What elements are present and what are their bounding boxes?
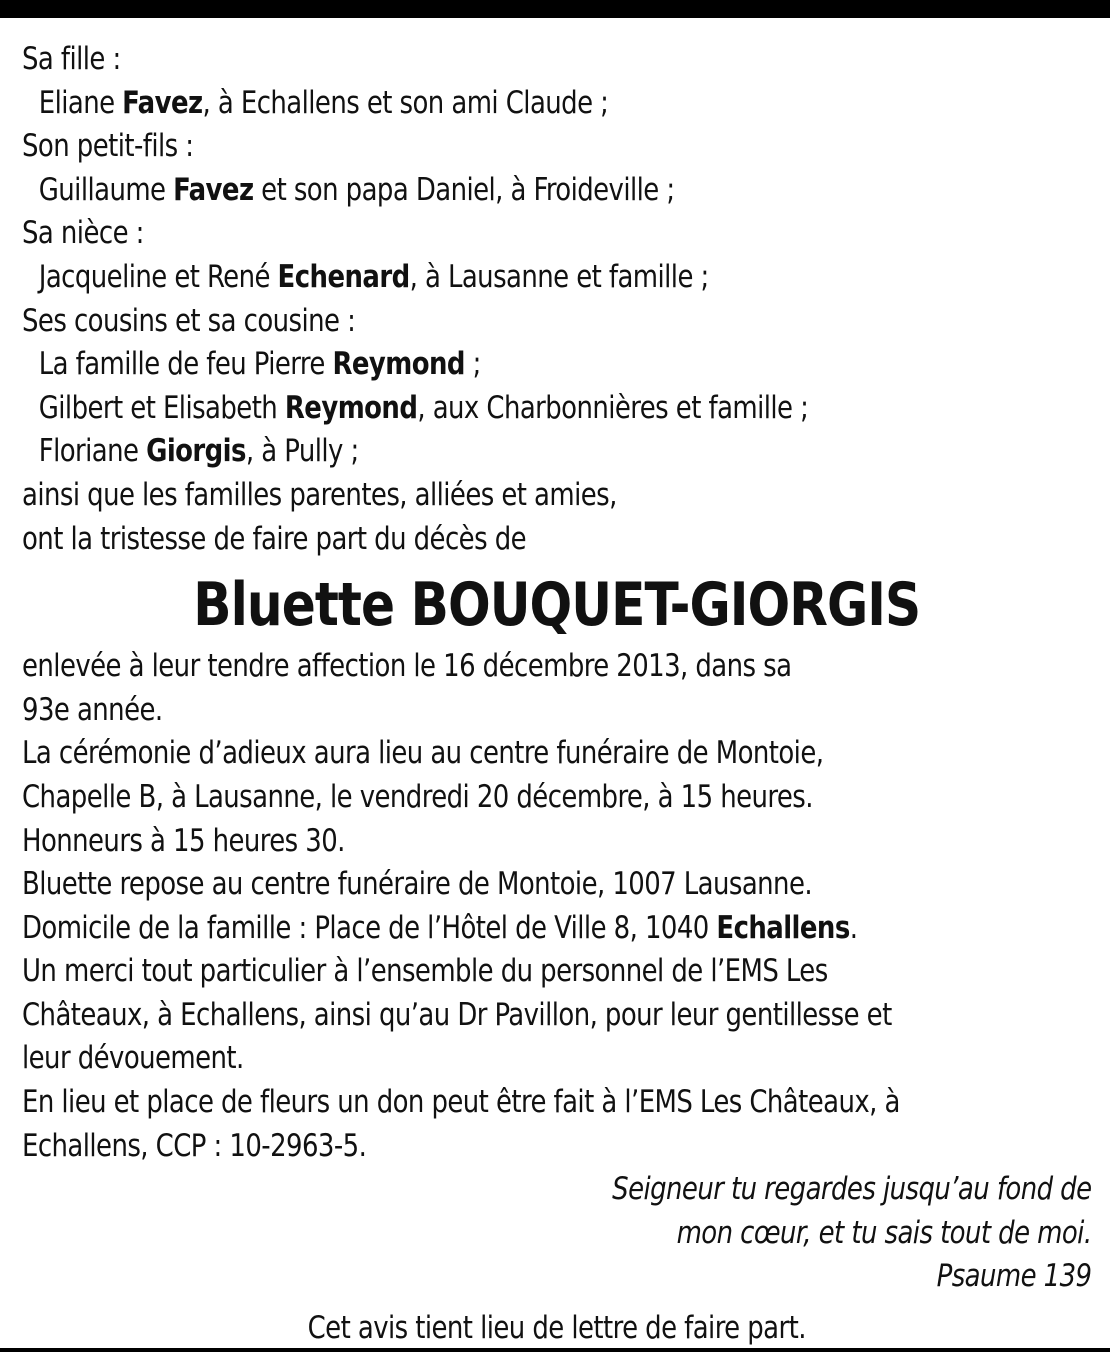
detail-line: Un merci tout particulier à l’ensemble du personnel de l’EMS Les (22, 953, 828, 990)
family-line: Son petit-fils : (22, 128, 194, 165)
line-text: Floriane (38, 433, 147, 470)
family-line: Ses cousins et sa cousine : (22, 302, 356, 339)
surname: Favez (122, 84, 203, 121)
line-text: , à Echallens et son ami Claude ; (202, 84, 609, 121)
line-text: , à Lausanne et famille ; (409, 258, 709, 295)
detail-line: enlevée à leur tendre affection le 16 décembre 2013, dans sa (22, 648, 792, 685)
surname: Reymond (332, 346, 465, 383)
family-line: Sa fille : (22, 41, 121, 77)
line-text: Domicile de la famille : Place de l’Hôtel de Ville 8, 1040 (22, 909, 717, 946)
top-rule (0, 0, 1110, 18)
detail-line: La cérémonie d’adieux aura lieu au centre funéraire de Montoie, (22, 735, 824, 772)
family-line (22, 387, 1017, 431)
detail-line: 93e année. (22, 691, 163, 728)
family-line: Sa nièce : (22, 215, 144, 252)
line-text: La famille de feu Pierre (38, 346, 333, 383)
verse-line: mon cœur, et tu sais tout de moi. (676, 1214, 1092, 1251)
deceased-name: Bluette BOUQUET-GIORGIS (193, 570, 921, 641)
verse-line: Seigneur tu regardes jusqu’au fond de (612, 1171, 1092, 1208)
line-text: et son papa Daniel, à Froideville ; (253, 171, 675, 208)
obituary-notice (22, 38, 1092, 1351)
detail-line: Châteaux, à Echallens, ainsi qu’au Dr Pavillon, pour leur gentillesse et (22, 996, 892, 1033)
line-text: , à Pully ; (245, 433, 359, 470)
detail-line (22, 907, 1017, 951)
family-line (22, 82, 1017, 126)
family-line: ainsi que les familles parentes, alliées et amies, (22, 476, 617, 513)
detail-line: Bluette repose au centre funéraire de Montoie, 1007 Lausanne. (22, 866, 813, 903)
verse (22, 1168, 1092, 1299)
line-text: Jacqueline et René (38, 258, 278, 295)
family-line (22, 343, 1017, 387)
details-list (22, 645, 1017, 1168)
line-text: Gilbert et Elisabeth (38, 389, 285, 426)
surname: Echallens (716, 909, 850, 946)
line-text: Guillaume (38, 171, 174, 208)
detail-line: En lieu et place de fleurs un don peut être fait à l’EMS Les Châteaux, à (22, 1084, 900, 1121)
detail-line: Chapelle B, à Lausanne, le vendredi 20 décembre, à 15 heures. (22, 778, 813, 815)
family-line (22, 430, 1017, 474)
detail-line: Honneurs à 15 heures 30. (22, 822, 345, 859)
bottom-rule (0, 1348, 1110, 1352)
family-line: ont la tristesse de faire part du décès de (22, 520, 527, 557)
closing-note: Cet avis tient lieu de lettre de faire part. (307, 1310, 806, 1347)
detail-line: Echallens, CCP : 10-2963-5. (22, 1127, 367, 1164)
line-text: . (849, 909, 858, 946)
line-text: Eliane (38, 84, 123, 121)
family-list (22, 38, 1017, 561)
surname: Echenard (277, 258, 410, 295)
surname: Favez (173, 171, 254, 208)
verse-reference: Psaume 139 (936, 1258, 1092, 1295)
surname: Giorgis (146, 433, 246, 470)
family-line (22, 256, 1017, 300)
detail-line: leur dévouement. (22, 1040, 244, 1077)
family-line (22, 169, 1017, 213)
line-text: ; (464, 346, 481, 383)
line-text: , aux Charbonnières et famille ; (417, 389, 809, 426)
surname: Reymond (284, 389, 418, 426)
